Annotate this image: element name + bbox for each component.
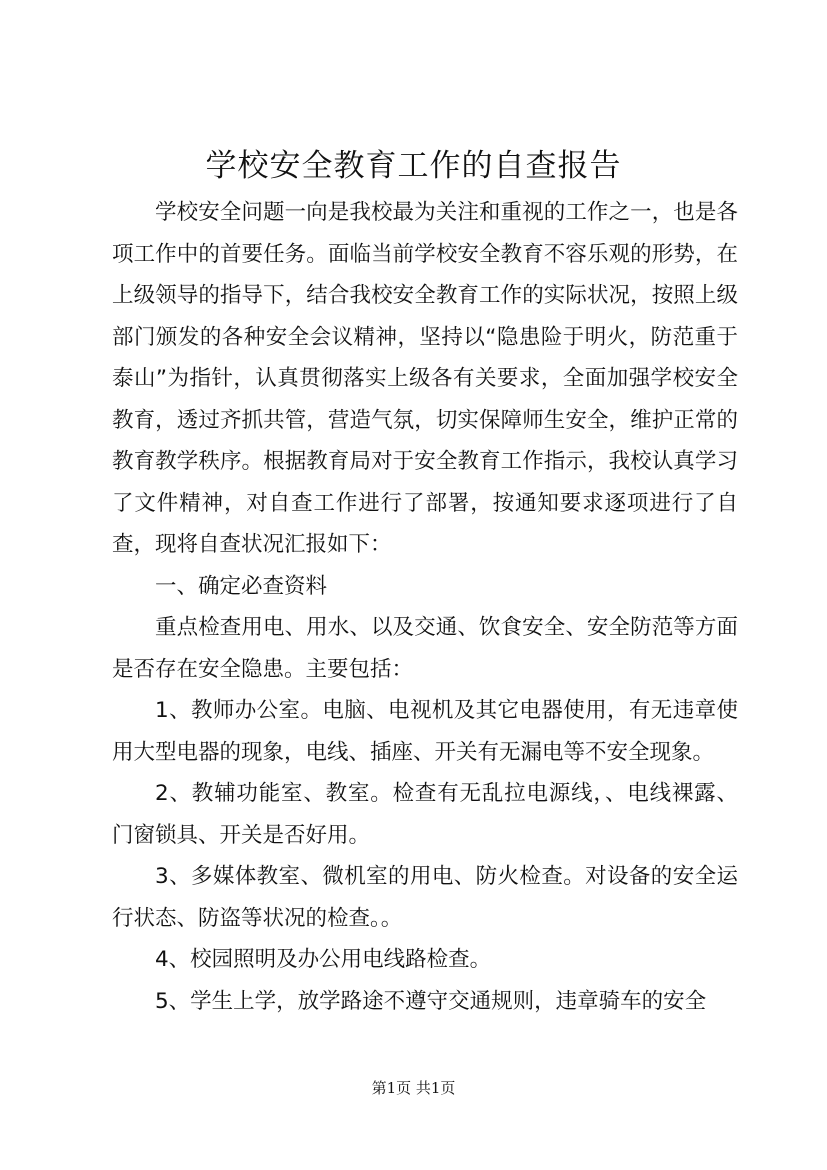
paragraph-item-1: 1、教师办公室。电脑、电视机及其它电器使用，有无违章使用大型电器的现象，电线、插座、开关有无漏电等不安全现象。 [112, 698, 738, 765]
paragraph-section-heading: 一、确定必查资料 [155, 573, 328, 599]
page-number-footer: 第1页 共1页 [371, 1079, 456, 1097]
document-title: 学校安全教育工作的自查报告 [205, 148, 622, 184]
paragraph-inspection-scope: 重点检查用电、用水、以及交通、饮食安全、安全防范等方面是否存在安全隐患。主要包括： [112, 615, 738, 682]
document-body [112, 192, 738, 1022]
paragraph-item-5: 5、学生上学，放学路途不遵守交通规则，违章骑车的安全 [155, 988, 707, 1014]
paragraph-item-2: 2、教辅功能室、教室。检查有无乱拉电源线，、电线裸露、门窗锁具、开关是否好用。 [112, 781, 738, 848]
paragraph-item-4: 4、校园照明及办公用电线路检查。 [155, 947, 492, 972]
paragraph-item-3: 3、多媒体教室、微机室的用电、防火检查。对设备的安全运行状态、防盗等状况的检查。。 [112, 864, 738, 931]
paragraph-intro: 学校安全问题一向是我校最为关注和重视的工作之一，也是各项工作中的首要任务。面临当前学校安全教育不容乐观的形势，在上级领导的指导下，结合我校安全教育工作的实际状况，按照上级部门颁发的各种安全会议精神，坚持以“隐患险于明火，防范重于泰山”为指针，认真贯彻落实上级各有关要求，全面加强学校安全教育，透过齐抓共管，营造气氛，切实保障师生安全，维护正常的教育教学秩序。根据教育局对于安全教育工作指示，我校认真学习了文件精神，对自查工作进行了部署，按通知要求逐项进行了自查，现将自查状况汇报如下： [112, 200, 738, 557]
